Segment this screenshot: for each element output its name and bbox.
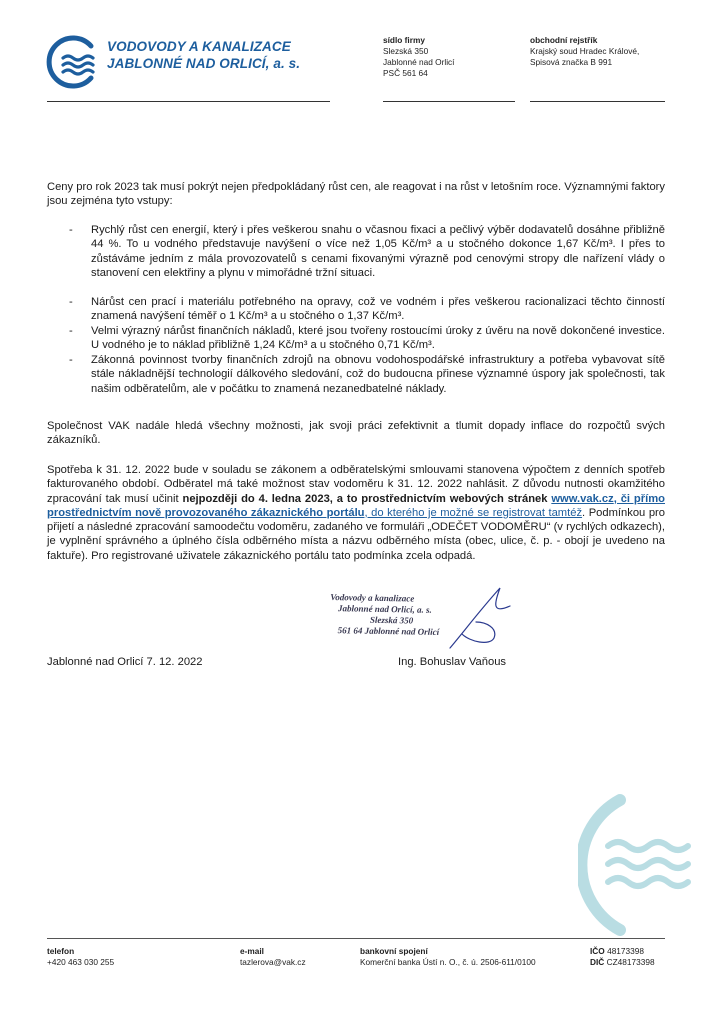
- bank-account: Komerční banka Ústí n. O., č. ú. 2506-611/0100: [360, 957, 536, 967]
- phone-number: +420 463 030 255: [47, 957, 115, 967]
- seat-line: Slezská 350: [383, 46, 429, 56]
- handwritten-signature: [440, 582, 520, 654]
- seat-line: PSČ 561 64: [383, 68, 428, 78]
- company-name-line2: JABLONNÉ NAD ORLICÍ, a. s.: [107, 56, 301, 71]
- meter-text-a: Spotřeba k 31. 12. 2022 bude v souladu se zákonem a odběratelskými smlouvami stanovena výpočtem z denních spotřeb fakturovaného období. Odběratel má také možnost stav vodoměru k 31. 12. 2022 nahlásit. Z důvodu nutnosti okamžitého zpracování tak musí učinit: [47, 464, 665, 505]
- company-seat: [383, 35, 455, 79]
- footer-phone: [47, 946, 114, 968]
- meter-deadline: nejpozději do 4. ledna 2023, a to prostřednictvím webových stránek: [182, 492, 552, 505]
- meter-text-b: . Podmínkou pro přijetí a následné zpracování samoodečtu vodoměru, zadaného ve formuláři „ODEČET VODOMĚRU“ (v rychlých odkazech), je vyplnění správného a úplného čísla odběrného místa a názvu odběrného místa (obec, ulice, č. p. - obojí je uvedeno na faktuře). Pro registrované uživatele zákaznického portálu tato podmínka zcela odpadá.: [47, 506, 665, 562]
- header-rule-right: [530, 101, 665, 102]
- intro-paragraph: Ceny pro rok 2023 tak musí pokrýt nejen předpokládaný růst cen, ale reagovat i na růst v letošním roce. Významnými faktory jsou zejména tyto vstupy:: [47, 181, 665, 208]
- watermark-wave-logo: [578, 790, 698, 940]
- footer-rule: [47, 938, 665, 939]
- company-name-line1: VODOVODY A KANALIZACE: [107, 39, 291, 54]
- bullet-dash: -: [69, 325, 73, 337]
- footer-ids: [590, 946, 655, 968]
- list-item: Velmi výrazný nárůst finančních nákladů, které jsou tvořeny rostoucími úroky z úvěru na nově dokončené investice. U vodného je to náklad přibližně 1,24 Kč/m³ a u stočného 0,71 Kč/m³.: [91, 325, 665, 352]
- bullet-dash: -: [69, 354, 73, 366]
- company-register: [530, 35, 639, 68]
- list-item: Zákonná povinnost tvorby finančních zdrojů na obnovu vodohospodářské infrastruktury a potřeba vybavovat sítě stále nákladnější technologií dálkového sledování, což do budoucna přinese významné úspory jak společnosti, tak našim odběratelům, ale v počátku to znamená nezanedbatelné náklady.: [91, 354, 665, 395]
- footer-bank: [360, 946, 536, 968]
- stamp-line: Vodovody a kanalizace: [330, 592, 415, 604]
- registration-link[interactable]: , do kterého je možné se registrovat: [364, 506, 545, 519]
- register-line: Krajský soud Hradec Králové,: [530, 46, 640, 56]
- header-rule-left: [47, 101, 330, 102]
- phone-heading: telefon: [47, 946, 75, 956]
- signatory-name: Ing. Bohuslav Vaňous: [398, 656, 507, 668]
- registration-link-tamtez[interactable]: tamtéž: [544, 506, 583, 519]
- bullet-dash: -: [69, 296, 73, 308]
- ico-label: IČO: [590, 946, 605, 956]
- stamp-line: 561 64 Jablonné nad Orlicí: [337, 625, 440, 637]
- list-item: Rychlý růst cen energií, který i přes veškerou snahu o včasnou fixaci a pečlivý výběr dodavatelů dosáhne přibližně 44 %. To u vodného představuje navýšení o více než 1,05 Kč/m³ a u stočného dokonce 1,67 Kč/m³. I přes to zůstáváme jedním z mála provozovatelů s cenami fixovanými výrazně pod cenovými stropy dle nařízení vlády o stanovení cen elektřiny a plynu v mimořádné tržní situaci.: [91, 224, 665, 279]
- bank-heading: bankovní spojení: [360, 946, 428, 956]
- seat-heading: sídlo firmy: [383, 35, 425, 45]
- seat-line: Jablonné nad Orlicí: [383, 57, 455, 67]
- place-and-date: Jablonné nad Orlicí 7. 12. 2022: [47, 656, 203, 668]
- paragraph-efficiency: Společnost VAK nadále hledá všechny možnosti, jak svoji práci zefektivnit a tlumit dopady inflace do rozpočtů svých zákazníků.: [47, 420, 665, 447]
- stamp-line: Slezská 350: [369, 614, 414, 626]
- header-rule-mid: [383, 101, 515, 102]
- company-stamp: [330, 592, 440, 638]
- paragraph-meter-reading: [47, 463, 665, 563]
- company-name: [107, 38, 300, 72]
- dic-value: CZ48173398: [606, 957, 655, 967]
- customer-portal-link[interactable]: , či přímo prostřednictvím nově provozovaného zákaznického portálu: [47, 492, 665, 519]
- bullet-dash: -: [69, 224, 73, 236]
- stamp-line: Jablonné nad Orlicí, a. s.: [338, 603, 432, 615]
- website-link[interactable]: www.vak.cz: [551, 492, 614, 505]
- email-heading: e-mail: [240, 946, 264, 956]
- list-item: Nárůst cen prací i materiálu potřebného na opravy, což ve vodném i přes veškerou racionalizaci těchto činností znamená navýšení téměř o 1 Kč/m³ a u stočného o 1,37 Kč/m³.: [91, 296, 665, 323]
- company-logo: [45, 33, 103, 91]
- dic-label: DIČ: [590, 957, 605, 967]
- register-heading: obchodní rejstřík: [530, 35, 598, 45]
- register-line: Spisová značka B 991: [530, 57, 613, 67]
- email-address: tazlerova@vak.cz: [240, 957, 306, 967]
- ico-value: 48173398: [607, 946, 644, 956]
- footer-email: [240, 946, 306, 968]
